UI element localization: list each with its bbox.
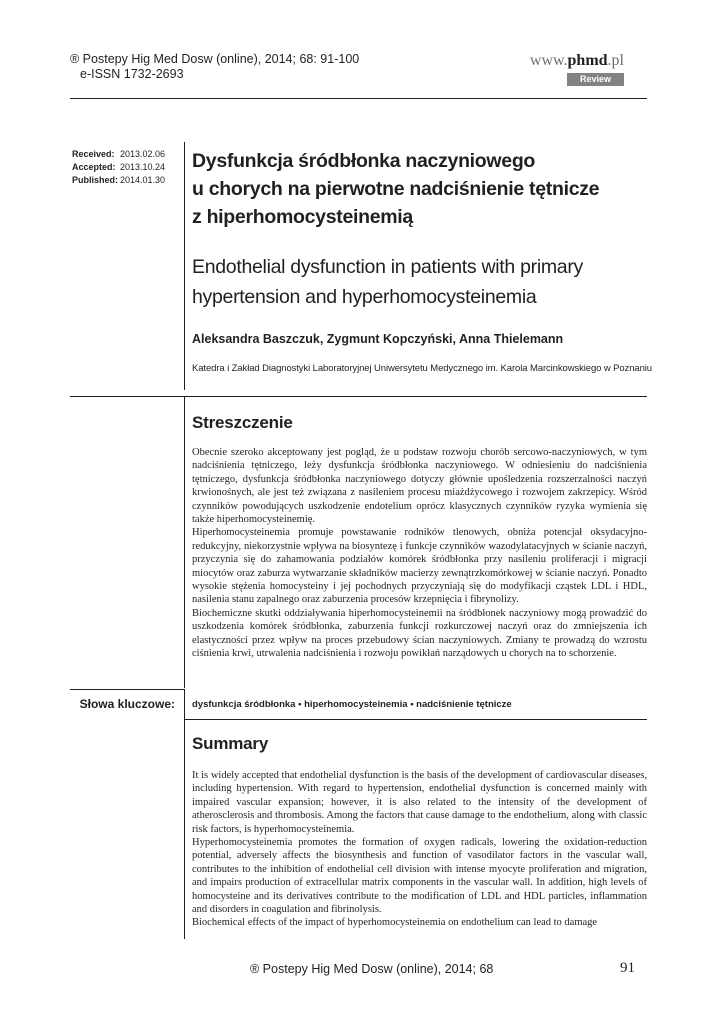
streszczenie-heading: Streszczenie	[192, 413, 293, 432]
streszczenie-body	[192, 446, 647, 661]
abstract-paragraph: Biochemiczne skutki oddziaływania hiperhomocysteinemii na śródbłonek naczyniowy mogą prowadzić do uszkodzenia komórek śródbłonka, zaburzenia funkcji rozkurczowej naczyń oraz do zmniejszenia ich elastyczności przez wpływ na proces przebudowy ścian naczyniowych. Zmiany te prowadzą do wzrostu ciśnienia krwi, utrwalenia nadciśnienia i rozwoju powikłań narządowych u chorych na to schorzenie.	[192, 607, 647, 660]
affiliation: Katedra i Zakład Diagnostyki Laboratoryjnej Uniwersytetu Medycznego im. Karola Marcinkowskiego w Poznaniu	[192, 363, 652, 374]
abstract-column-rule	[184, 396, 185, 688]
title-english	[192, 252, 632, 312]
date-label: Received:	[72, 149, 115, 159]
abstract-paragraph: Obecnie szeroko akceptowany jest pogląd, że u podstaw rozwoju chorób sercowo-naczyniowych, w tym nadciśnienia tętniczego, leży dysfunkcja śródbłonka naczyniowego. W odniesieniu do nadciśnienia tętniczego, dysfunkcja śródbłonka naczyniowego dotyczy głównie upośledzenia rozszerzalności naczyń krwionośnych, ale jest też związana z nasileniem procesu miażdżycowego i rozwojem zakrzepicy. Wśród czynników powodujących uszkodzenie endotelium oprócz klasycznych czynników ryzyka wymienia się także hiperhomocysteinemię.	[192, 447, 647, 526]
site-name: phmd	[567, 52, 608, 69]
summary-paragraph: Hyperhomocysteinemia promotes the formation of oxygen radicals, lowering the oxidation-reduction potential, adversely affects the biosynthesis and function of vasodilator factors in the vascular wall, contributes to the inhibition of endothelial cell division with intense myocyte proliferation and migration, and impairs production of extracellular matrix components in the vascular wall. In addition, high levels of homocysteine and its derivatives contribute to the modification of LDL and HDL particles, inflammation and disorders in coagulation and fibrinolysis.	[192, 837, 647, 916]
keywords-divider	[70, 689, 184, 690]
title-en-line: hypertension and hyperhomocysteinemia	[192, 286, 537, 308]
date-value: 2013.02.06	[120, 149, 166, 159]
keywords-column-rule	[184, 689, 185, 719]
article-type-badge: Review	[567, 73, 624, 86]
journal-website[interactable]	[530, 52, 624, 70]
summary-column-rule	[184, 719, 185, 939]
journal-citation: ® Postepy Hig Med Dosw (online), 2014; 68: 91-100	[70, 52, 360, 66]
title-en-line: Endothelial dysfunction in patients with primary	[192, 256, 583, 278]
journal-issn: e-ISSN 1732-2693	[80, 67, 184, 81]
section-divider	[184, 719, 647, 720]
date-label: Accepted:	[72, 162, 116, 172]
site-suffix: .pl	[607, 52, 624, 69]
keywords-label: Słowa kluczowe:	[79, 697, 175, 711]
date-value: 2013.10.24	[120, 162, 166, 172]
title-column-rule	[184, 142, 185, 390]
title-pl-line: z hiperhomocysteinemią	[192, 206, 413, 228]
summary-paragraph: Biochemical effects of the impact of hyperhomocysteinemia on endothelium can lead to damage	[192, 917, 598, 929]
date-value: 2014.01.30	[120, 175, 166, 185]
section-divider	[70, 396, 647, 397]
summary-body	[192, 769, 647, 934]
title-pl-line: Dysfunkcja śródbłonka naczyniowego	[192, 150, 536, 172]
page-number: 91	[620, 960, 635, 976]
summary-paragraph: It is widely accepted that endothelial dysfunction is the basis of the development of cardiovascular diseases, including hypertension. With regard to hypertension, endothelial dysfunction is concerned mainly with impaired vascular expansion; however, it is also related to the intensity of the development of atherosclerosis and thrombosis. Among the factors that cause damage to the endothelium, along with classic risk factors, is hyperhomocysteinemia.	[192, 770, 647, 835]
header-divider	[70, 98, 647, 99]
published-date	[72, 174, 165, 187]
footer-citation: ® Postepy Hig Med Dosw (online), 2014; 68	[250, 962, 494, 976]
site-prefix: www.	[529, 52, 568, 69]
title-pl-line: u chorych na pierwotne nadciśnienie tętnicze	[192, 178, 600, 200]
keywords-list: dysfunkcja śródbłonka • hiperhomocysteinemia • nadciśnienie tętnicze	[192, 699, 512, 710]
title-polish	[192, 147, 632, 231]
authors: Aleksandra Baszczuk, Zygmunt Kopczyński, Anna Thielemann	[192, 332, 564, 346]
date-label: Published:	[72, 175, 119, 185]
received-date	[72, 148, 165, 161]
summary-heading: Summary	[192, 734, 269, 753]
abstract-paragraph: Hiperhomocysteinemia promuje powstawanie rodników tlenowych, obniża potencjał oksydacyjno-redukcyjny, niekorzystnie wpływa na biosyntezę i funkcje czynników wazodylatacyjnych w ścianie naczyń, przyczynia się do zahamowania podziałów komórek śródbłonka przy nasileniu proliferacji i migracji miocytów oraz zaburza wytwarzanie składników macierzy zewnątrzkomórkowej w ścianie naczyń. Ponadto wysokie stężenia homocysteiny i jej pochodnych przyczyniają się do modyfikacji cząstek LDL i HDL, nasilenia stanu zapalnego oraz zaburzenia procesów krzepnięcia i fibrynolizy.	[192, 527, 647, 606]
accepted-date	[72, 161, 165, 174]
